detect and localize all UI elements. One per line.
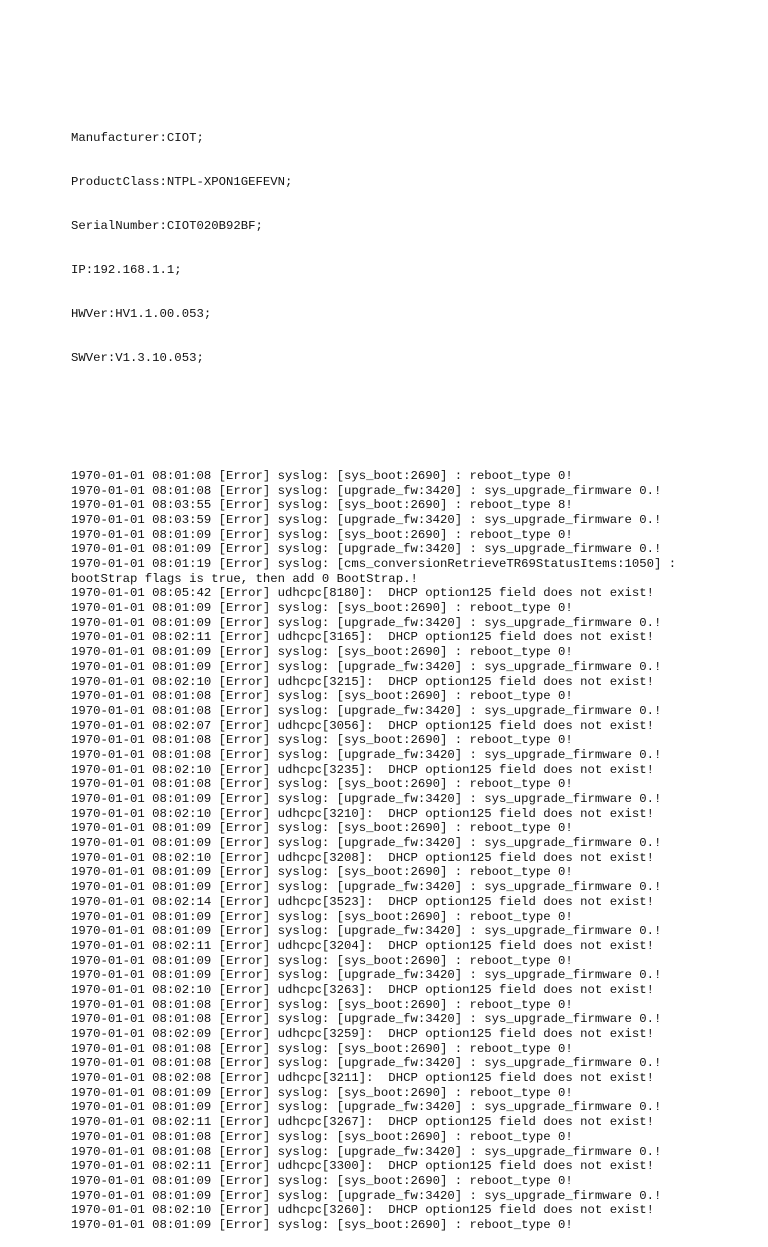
- log-line: 1970-01-01 08:01:09 [Error] syslog: [upgrade_fw:3420] : sys_upgrade_firmware 0.!: [71, 792, 662, 806]
- log-line: 1970-01-01 08:02:10 [Error] udhcpc[3210]: DHCP option125 field does not exist!: [71, 806, 654, 821]
- log-line: 1970-01-01 08:01:09 [Error] syslog: [upgrade_fw:3420] : sys_upgrade_firmware 0.!: [71, 924, 662, 939]
- log-line: 1970-01-01 08:01:08 [Error] syslog: [sys_boot:2690] : reboot_type 0!: [71, 468, 573, 483]
- log-line: 1970-01-01 08:02:11 [Error] udhcpc[3165]: DHCP option125 field does not exist!: [71, 630, 654, 645]
- log-line: 1970-01-01 08:01:09 [Error] syslog: [upgrade_fw:3420] : sys_upgrade_firmware 0.!: [71, 968, 662, 983]
- log-line: 1970-01-01 08:01:08 [Error] syslog: [sys_boot:2690] : reboot_type 0!: [71, 689, 573, 704]
- log-line: 1970-01-01 08:01:08 [Error] syslog: [sys_boot:2690] : reboot_type 0!: [71, 733, 573, 748]
- log-line: 1970-01-01 08:01:08 [Error] syslog: [upgrade_fw:3420] : sys_upgrade_firmware 0.!: [71, 1144, 662, 1159]
- log-line: 1970-01-01 08:01:09 [Error] syslog: [sys_boot:2690] : reboot_type 0!: [71, 527, 573, 542]
- log-line: 1970-01-01 08:02:11 [Error] udhcpc[3267]: DHCP option125 field does not exist!: [71, 1115, 654, 1130]
- log-line: 1970-01-01 08:01:09 [Error] syslog: [sys_boot:2690] : reboot_type 0!: [71, 865, 573, 880]
- log-line: 1970-01-01 08:01:08 [Error] syslog: [sys_boot:2690] : reboot_type 0!: [71, 1129, 573, 1144]
- log-line: 1970-01-01 08:01:09 [Error] syslog: [upgrade_fw:3420] : sys_upgrade_firmware 0.!: [71, 1100, 662, 1115]
- log-line: 1970-01-01 08:05:42 [Error] udhcpc[8180]: DHCP option125 field does not exist!: [71, 586, 654, 601]
- log-line: 1970-01-01 08:01:08 [Error] syslog: [upgrade_fw:3420] : sys_upgrade_firmware 0.!: [71, 747, 662, 762]
- log-line: 1970-01-01 08:02:11 [Error] udhcpc[3300]: DHCP option125 field does not exist!: [71, 1159, 654, 1174]
- log-line: 1970-01-01 08:02:10 [Error] udhcpc[3235]: DHCP option125 field does not exist!: [71, 762, 654, 777]
- error-log-block: [71, 469, 751, 1233]
- device-info-block: [71, 101, 751, 395]
- log-line: 1970-01-01 08:01:08 [Error] syslog: [upgrade_fw:3420] : sys_upgrade_firmware 0.!: [71, 1012, 662, 1027]
- ip-line: IP:192.168.1.1;: [71, 263, 182, 278]
- log-line: 1970-01-01 08:02:08 [Error] udhcpc[3211]: DHCP option125 field does not exist!: [71, 1071, 654, 1086]
- sw-version-line: SWVer:V1.3.10.053;: [71, 351, 204, 366]
- log-line: 1970-01-01 08:02:14 [Error] udhcpc[3523]: DHCP option125 field does not exist!: [71, 894, 654, 909]
- log-line: 1970-01-01 08:02:10 [Error] udhcpc[3263]: DHCP option125 field does not exist!: [71, 982, 654, 997]
- log-line: bootStrap flags is true, then add 0 BootStrap.!: [71, 571, 418, 586]
- log-line: 1970-01-01 08:01:19 [Error] syslog: [cms_conversionRetrieveTR69StatusItems:1050] :: [71, 557, 677, 571]
- log-line: 1970-01-01 08:01:09 [Error] syslog: [sys_boot:2690] : reboot_type 0!: [71, 821, 573, 836]
- log-line: 1970-01-01 08:01:09 [Error] syslog: [upgrade_fw:3420] : sys_upgrade_firmware 0.!: [71, 659, 662, 674]
- log-line: 1970-01-01 08:01:09 [Error] syslog: [sys_boot:2690] : reboot_type 0!: [71, 1217, 573, 1232]
- log-line: 1970-01-01 08:01:09 [Error] syslog: [sys_boot:2690] : reboot_type 0!: [71, 1085, 573, 1100]
- log-line: 1970-01-01 08:01:09 [Error] syslog: [sys_boot:2690] : reboot_type 0!: [71, 1173, 573, 1188]
- log-line: 1970-01-01 08:01:08 [Error] syslog: [sys_boot:2690] : reboot_type 0!: [71, 997, 573, 1012]
- hw-version-line: HWVer:HV1.1.00.053;: [71, 307, 212, 322]
- log-line: 1970-01-01 08:02:07 [Error] udhcpc[3056]: DHCP option125 field does not exist!: [71, 718, 654, 733]
- log-line: 1970-01-01 08:01:09 [Error] syslog: [upgrade_fw:3420] : sys_upgrade_firmware 0.!: [71, 615, 662, 630]
- log-line: 1970-01-01 08:03:55 [Error] syslog: [sys_boot:2690] : reboot_type 8!: [71, 498, 573, 513]
- log-line: 1970-01-01 08:01:08 [Error] syslog: [upgrade_fw:3420] : sys_upgrade_firmware 0.!: [71, 703, 662, 718]
- log-line: 1970-01-01 08:01:09 [Error] syslog: [sys_boot:2690] : reboot_type 0!: [71, 601, 573, 616]
- log-line: 1970-01-01 08:01:09 [Error] syslog: [upgrade_fw:3420] : sys_upgrade_firmware 0.!: [71, 836, 662, 851]
- log-line: 1970-01-01 08:02:10 [Error] udhcpc[3208]: DHCP option125 field does not exist!: [71, 850, 654, 865]
- log-line: 1970-01-01 08:03:59 [Error] syslog: [upgrade_fw:3420] : sys_upgrade_firmware 0.!: [71, 512, 662, 527]
- log-line: 1970-01-01 08:02:11 [Error] udhcpc[3204]: DHCP option125 field does not exist!: [71, 938, 654, 953]
- log-line: 1970-01-01 08:01:08 [Error] syslog: [sys_boot:2690] : reboot_type 0!: [71, 1041, 573, 1056]
- log-line: 1970-01-01 08:01:08 [Error] syslog: [upgrade_fw:3420] : sys_upgrade_firmware 0.!: [71, 483, 662, 498]
- log-line: 1970-01-01 08:01:09 [Error] syslog: [upgrade_fw:3420] : sys_upgrade_firmware 0.!: [71, 880, 662, 895]
- log-line: 1970-01-01 08:02:10 [Error] udhcpc[3215]: DHCP option125 field does not exist!: [71, 674, 654, 689]
- log-line: 1970-01-01 08:01:08 [Error] syslog: [sys_boot:2690] : reboot_type 0!: [71, 777, 573, 792]
- spacer: [71, 425, 751, 440]
- log-line: 1970-01-01 08:01:09 [Error] syslog: [upgrade_fw:3420] : sys_upgrade_firmware 0.!: [71, 542, 662, 557]
- log-line: 1970-01-01 08:02:10 [Error] udhcpc[3260]: DHCP option125 field does not exist!: [71, 1203, 654, 1218]
- serial-number-line: SerialNumber:CIOT020B92BF;: [71, 219, 263, 233]
- product-class-line: ProductClass:NTPL-XPON1GEFEVN;: [71, 174, 293, 189]
- log-line: 1970-01-01 08:01:09 [Error] syslog: [sys_boot:2690] : reboot_type 0!: [71, 645, 573, 660]
- log-line: 1970-01-01 08:01:08 [Error] syslog: [upgrade_fw:3420] : sys_upgrade_firmware 0.!: [71, 1056, 662, 1071]
- log-line: 1970-01-01 08:01:09 [Error] syslog: [upgrade_fw:3420] : sys_upgrade_firmware 0.!: [71, 1188, 662, 1203]
- log-document: [71, 72, 751, 1247]
- log-line: 1970-01-01 08:02:09 [Error] udhcpc[3259]: DHCP option125 field does not exist!: [71, 1027, 654, 1041]
- log-line: 1970-01-01 08:01:09 [Error] syslog: [sys_boot:2690] : reboot_type 0!: [71, 953, 573, 968]
- log-line: 1970-01-01 08:01:09 [Error] syslog: [sys_boot:2690] : reboot_type 0!: [71, 909, 573, 924]
- manufacturer-line: Manufacturer:CIOT;: [71, 130, 204, 145]
